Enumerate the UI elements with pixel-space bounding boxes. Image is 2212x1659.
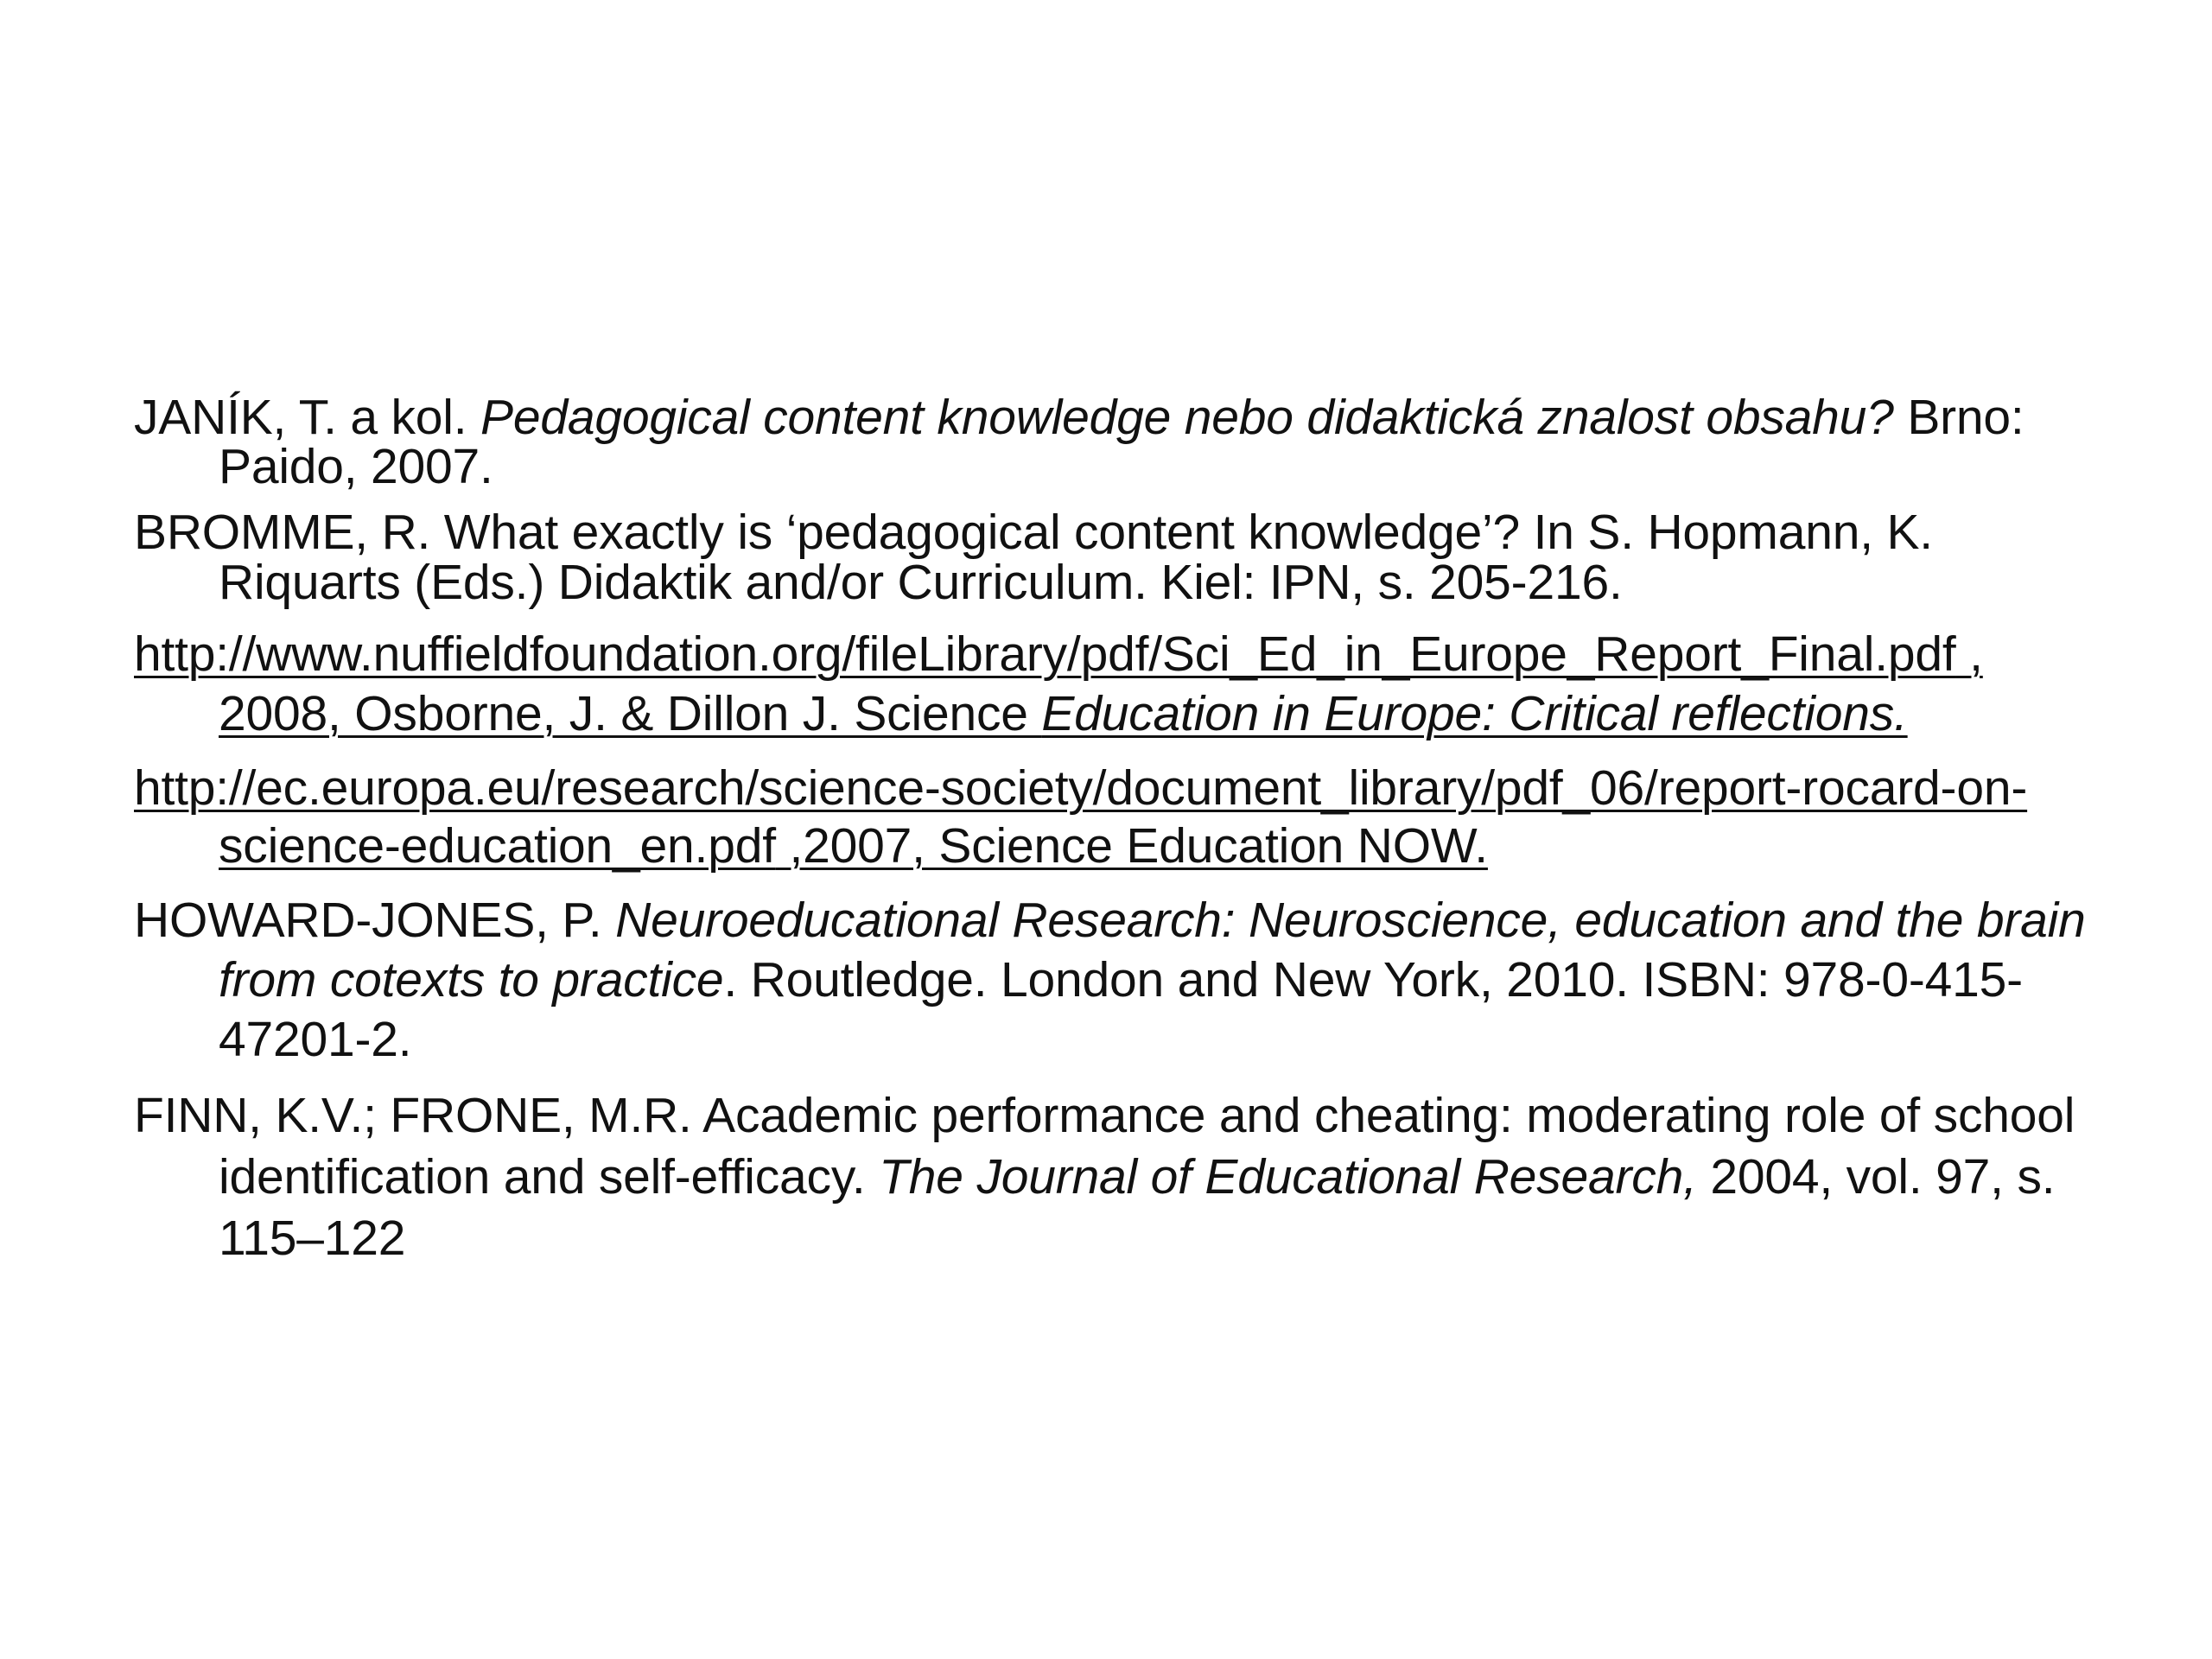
reference-title: Education in Europe: Critical reflections. xyxy=(1041,686,1908,741)
reference-author: HOWARD-JONES, P. xyxy=(134,893,616,948)
reference-europa[interactable] xyxy=(134,760,2108,875)
reference-title: The Journal of Educational Research, xyxy=(879,1149,1697,1205)
reference-text: BROMME, R. What exactly is ‘pedagogical content knowledge’? In S. Hopmann, K. Riquarts (Eds.) Didaktik and/or Curriculum. Kiel: IPN, s. 205-216. xyxy=(134,505,1933,610)
reference-url-link[interactable]: http://www.nuffieldfoundation.org/fileLibrary/pdf/Sci_Ed_in_Europe_Report_Final.pdf xyxy=(134,626,1956,682)
reference-details: , 2008, Osborne, J. & Dillon J. Science xyxy=(219,626,1983,741)
reference-nuffield[interactable] xyxy=(134,625,2108,744)
reference-title: Pedagogical content knowledge nebo didaktická znalost obsahu? xyxy=(480,390,1894,445)
reference-details: ,2007, Science Education NOW. xyxy=(775,818,1488,874)
reference-howard-jones xyxy=(134,891,2108,1070)
reference-janik xyxy=(134,390,2108,494)
reference-author: FINN, K.V.; FRONE, M.R. Academic performance and cheating: moderating role of school identification and self-efficacy. xyxy=(134,1088,2075,1205)
reference-bromme xyxy=(134,505,2108,610)
reference-title: Neuroeducational Research: Neuroscience, education and the brain from cotexts to practice xyxy=(219,893,2086,1007)
reference-finn xyxy=(134,1085,2108,1269)
reference-author: JANÍK, T. a kol. xyxy=(134,390,481,445)
reference-details: 2004, vol. 97, s. 115–122 xyxy=(219,1149,2056,1266)
reference-publisher: Brno: Paido, 2007. xyxy=(219,390,2024,494)
reference-publisher: . Routledge. London and New York, 2010. ISBN: 978-0-415-47201-2. xyxy=(219,952,2023,1067)
reference-list xyxy=(134,390,2108,1285)
reference-url-link[interactable]: http://ec.europa.eu/research/science-society/document_library/pdf_06/report-rocard-on-science-education_en.pdf xyxy=(134,760,2028,874)
